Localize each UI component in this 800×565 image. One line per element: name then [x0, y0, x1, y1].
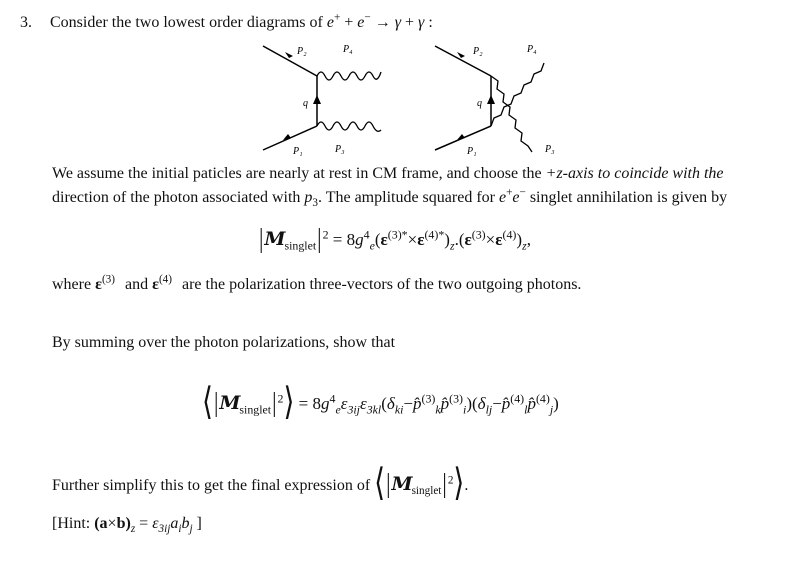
- feynman-diagram-left: [263, 44, 381, 157]
- arrow-icon: [487, 95, 495, 104]
- paragraph-line-2: direction of the photon associated with $p_3$. The amplitude squared for e+e− singlet annihilation is given by: [52, 186, 728, 210]
- photon-line-p4: [317, 72, 381, 80]
- arrow-icon: [313, 95, 321, 104]
- hint-line: [Hint: $(a\times b)_z = \varepsilon_{3ij}a_ib_j$ ]: [52, 515, 202, 536]
- photon-line-p4: [491, 63, 544, 126]
- feynman-diagram-right: [435, 44, 555, 157]
- problem-line: [20, 11, 433, 32]
- paragraph-line-1: We assume the initial paticles are nearly at rest in CM frame, and choose the +z-axis to coincide with the: [52, 165, 724, 182]
- label-q: q: [477, 98, 482, 109]
- further-line: Further simplify this to get the final expression of $⟨|M_{singlet}|^2⟩$.: [52, 462, 469, 505]
- electron-line-p2: [263, 46, 317, 76]
- label-p3: P₃: [335, 144, 345, 155]
- label-p4: P₄: [343, 44, 353, 55]
- label-p4: P₄: [527, 44, 537, 55]
- summing-line: By summing over the photon polarizations, show that: [52, 334, 396, 351]
- averaged-amplitude-symbol: $⟨|M_{singlet}|^2⟩$.: [374, 462, 469, 505]
- where-line: where $\varepsilon^{(3)}$ and $\varepsilon^{(4)}$ are the polarization three-vectors of the two outgoing photons.: [52, 273, 582, 293]
- problem-number: 3.: [20, 14, 32, 31]
- averaged-amplitude-equation: $⟨|M_{singlet}|^2⟩$ = $8g^4_e\varepsilon_{3ij}\varepsilon_{3kl}(\delta_{ki}-p̂^{(3)}_kp̂^{(3)}_i)(\delta_{lj}-p̂^{(4)}_lp̂^{(4)}_j)$: [202, 381, 559, 424]
- feynman-diagrams: [255, 40, 585, 158]
- label-p2: P₂: [473, 46, 483, 57]
- problem-intro: Consider the two lowest order diagrams of: [50, 14, 323, 31]
- arrow-icon: [457, 52, 465, 58]
- photon-line-p3: [317, 122, 381, 131]
- process-equation: e+ + e− → γ + γ :: [326, 11, 433, 31]
- arrow-icon: [285, 52, 293, 58]
- amplitude-equation: $|M_{singlet}|^2 = 8g^4_e(\varepsilon^{(3)*}\times\varepsilon^{(4)*})_z.(\varepsilon^{(3)}\times\varepsilon^{(4)})_z$,: [259, 221, 531, 253]
- label-q: q: [303, 98, 308, 109]
- photon-line-p3: [491, 76, 532, 152]
- label-p1: P₁: [467, 146, 477, 157]
- electron-line-p2: [435, 46, 491, 76]
- label-p3: P₃: [545, 144, 555, 155]
- label-p1: P₁: [293, 146, 303, 157]
- label-p2: P₂: [297, 46, 307, 57]
